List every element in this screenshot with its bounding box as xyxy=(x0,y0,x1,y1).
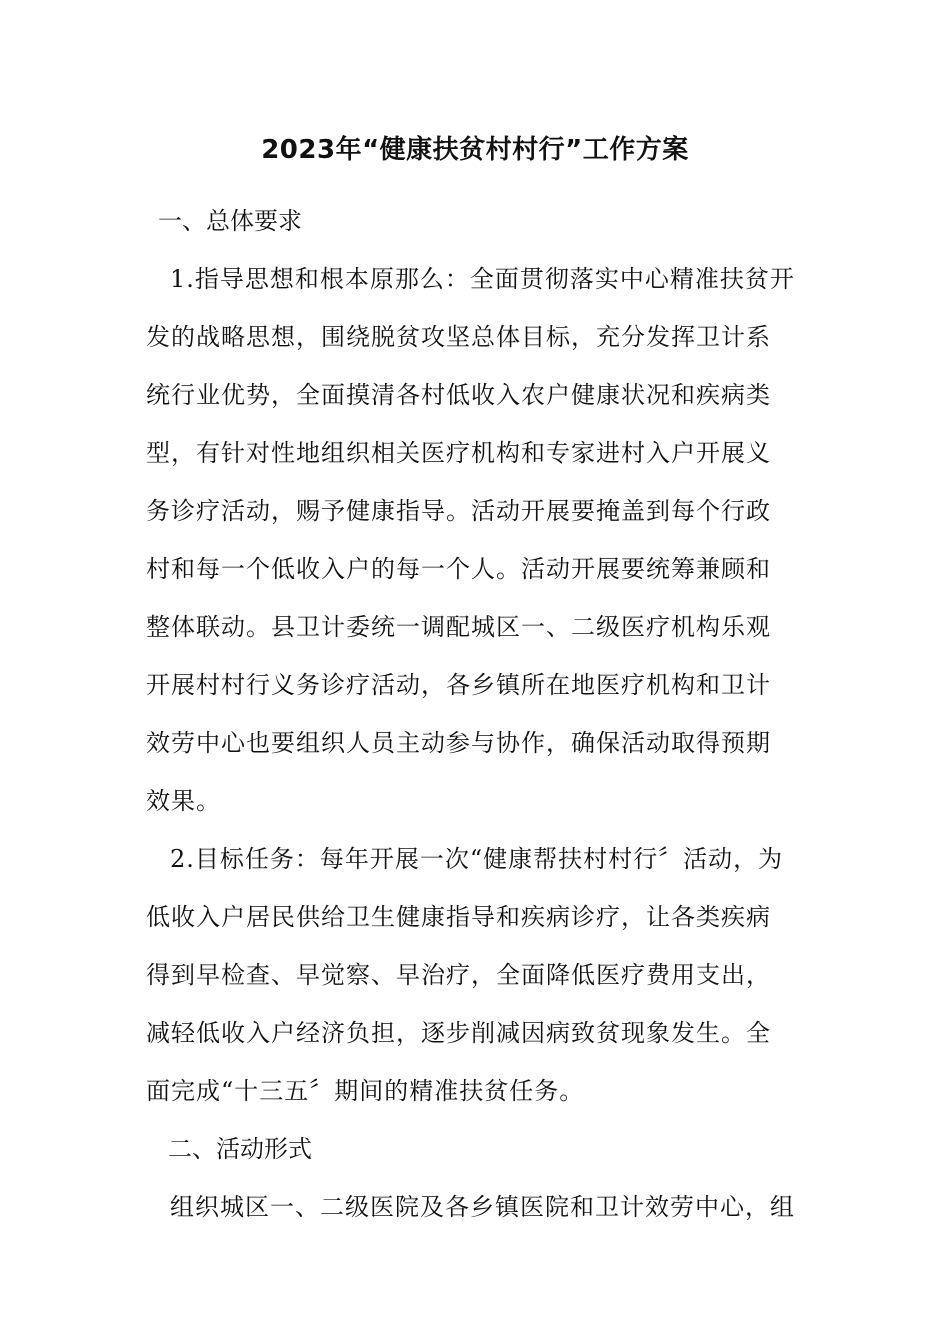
section-1-paragraph-2 xyxy=(146,830,810,1120)
text-line: 2.目标任务：每年开展一次“健康帮扶村村行〞活动，为 xyxy=(170,845,784,873)
text-line: 统行业优势，全面摸清各村低收入农户健康状况和疾病类 xyxy=(146,381,771,409)
text-line: 面完成“十三五〞期间的精准扶贫任务。 xyxy=(146,1077,585,1105)
text-line: 1.指导思想和根本原那么：全面贯彻落实中心精准扶贫开 xyxy=(170,265,795,293)
document-body xyxy=(146,192,810,1236)
text-line: 开展村村行义务诊疗活动，各乡镇所在地医疗机构和卫计 xyxy=(146,671,771,699)
text-line: 村和每一个低收入户的每一个人。活动开展要统筹兼顾和 xyxy=(146,555,771,583)
text-line: 型，有针对性地组织相关医疗机构和专家进村入户开展义 xyxy=(146,439,771,467)
text-line: 务诊疗活动，赐予健康指导。活动开展要掩盖到每个行政 xyxy=(146,497,771,525)
section-2-paragraph-1 xyxy=(146,1178,810,1236)
text-line: 减轻低收入户经济负担，逐步削减因病致贫现象发生。全 xyxy=(146,1019,771,1047)
section-2-heading: 二、活动形式 xyxy=(168,1135,312,1163)
text-line: 效劳中心也要组织人员主动参与协作，确保活动取得预期 xyxy=(146,729,771,757)
text-line: 效果。 xyxy=(146,787,221,815)
text-line: 组织城区一、二级医院及各乡镇医院和卫计效劳中心，组 xyxy=(170,1193,795,1221)
text-line: 发的战略思想，围绕脱贫攻坚总体目标，充分发挥卫计系 xyxy=(146,323,771,351)
text-line: 低收入户居民供给卫生健康指导和疾病诊疗，让各类疾病 xyxy=(146,903,771,931)
text-line: 整体联动。县卫计委统一调配城区一、二级医疗机构乐观 xyxy=(146,613,771,641)
section-1-heading: 一、总体要求 xyxy=(158,207,302,235)
document-title: 2023年“健康扶贫村村行”工作方案 xyxy=(261,135,689,165)
text-line: 得到早检查、早觉察、早治疗，全面降低医疗费用支出， xyxy=(146,961,771,989)
section-1-paragraph-1 xyxy=(146,250,810,830)
